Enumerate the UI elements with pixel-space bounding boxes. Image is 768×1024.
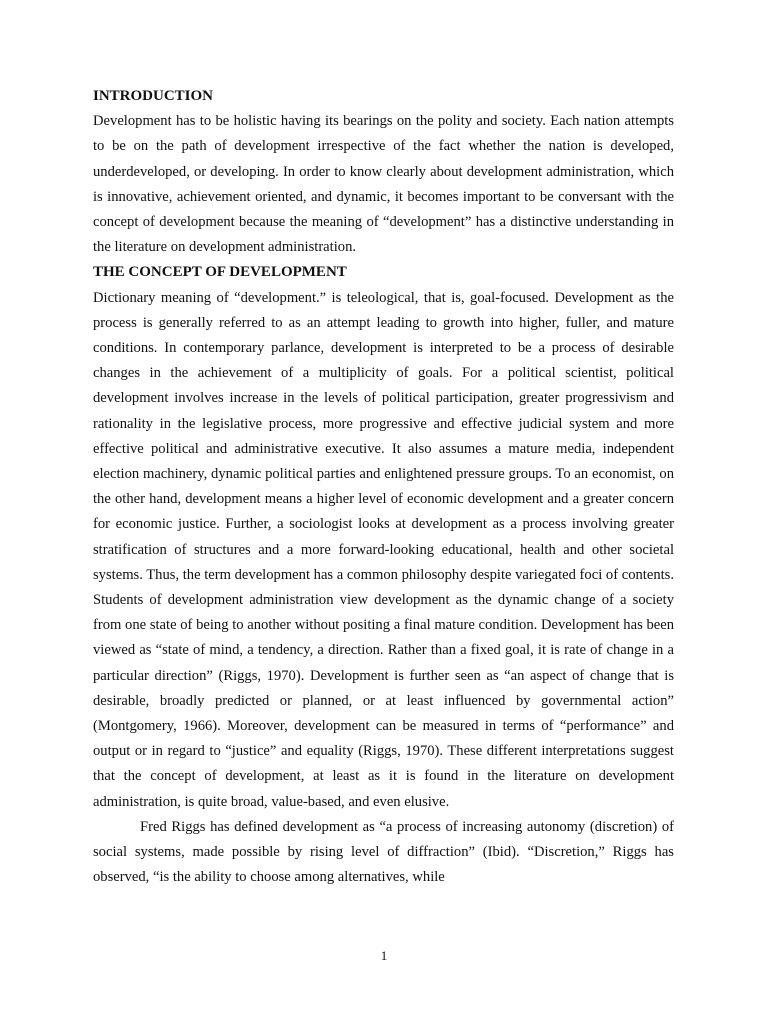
- page-number: 1: [380, 948, 388, 963]
- section-heading-concept-of-development: THE CONCEPT OF DEVELOPMENT: [93, 264, 347, 281]
- concept-paragraph-2: Fred Riggs has defined development as “a process of increasing autonomy (discretion) of social systems, made possible by rising level of diffraction” (Ibid). “Discretion,” Riggs has observed, “is the ability to choose among alternatives, while: [93, 818, 674, 886]
- section-heading-introduction: INTRODUCTION: [93, 88, 214, 104]
- introduction-paragraph: Development has to be holistic having its bearings on the polity and society. Each nation attempts to be on the path of development irrespective of the fact whether the nation is developed, underdeveloped, or developing. In order to know clearly about development administration, which is innovative, achievement oriented, and dynamic, it becomes important to be conversant with the concept of development because the meaning of “development” has a distinctive understanding in the literature on development administration.: [93, 113, 674, 256]
- document-page: [93, 84, 674, 891]
- concept-paragraph-1: Dictionary meaning of “development.” is teleological, that is, goal-focused. Development as the process is generally referred to as an attempt leading to growth into higher, fuller, and mature conditions. In contemporary parlance, development is interpreted to be a process of desirable changes in the achievement of a multiplicity of goals. For a political scientist, political development involves increase in the levels of political participation, greater progressivism and rationality in the legislative process, more progressive and effective judicial system and more effective political and administrative executive. It also assumes a mature media, independent election machinery, dynamic political parties and enlightened pressure groups. To an economist, on the other hand, development means a higher level of economic development and a greater concern for economic justice. Further, a sociologist looks at development as a process involving greater stratification of structures and a more forward-looking educational, health and other societal systems. Thus, the term development has a common philosophy despite variegated foci of contents. Students of development administration view development as the dynamic change of a society from one state of being to another without positing a final mature condition. Development has been viewed as “state of mind, a tendency, a direction. Rather than a fixed goal, it is rate of change in a particular direction” (Riggs, 1970). Development is further seen as “an aspect of change that is desirable, broadly predicted or planned, or at least influenced by governmental action” (Montgomery, 1966). Moreover, development can be measured in terms of “performance” and output or in regard to “justice” and equality (Riggs, 1970). These different interpretations suggest that the concept of development, at least as it is found in the literature on development administration, is quite broad, value-based, and even elusive.: [93, 289, 674, 810]
